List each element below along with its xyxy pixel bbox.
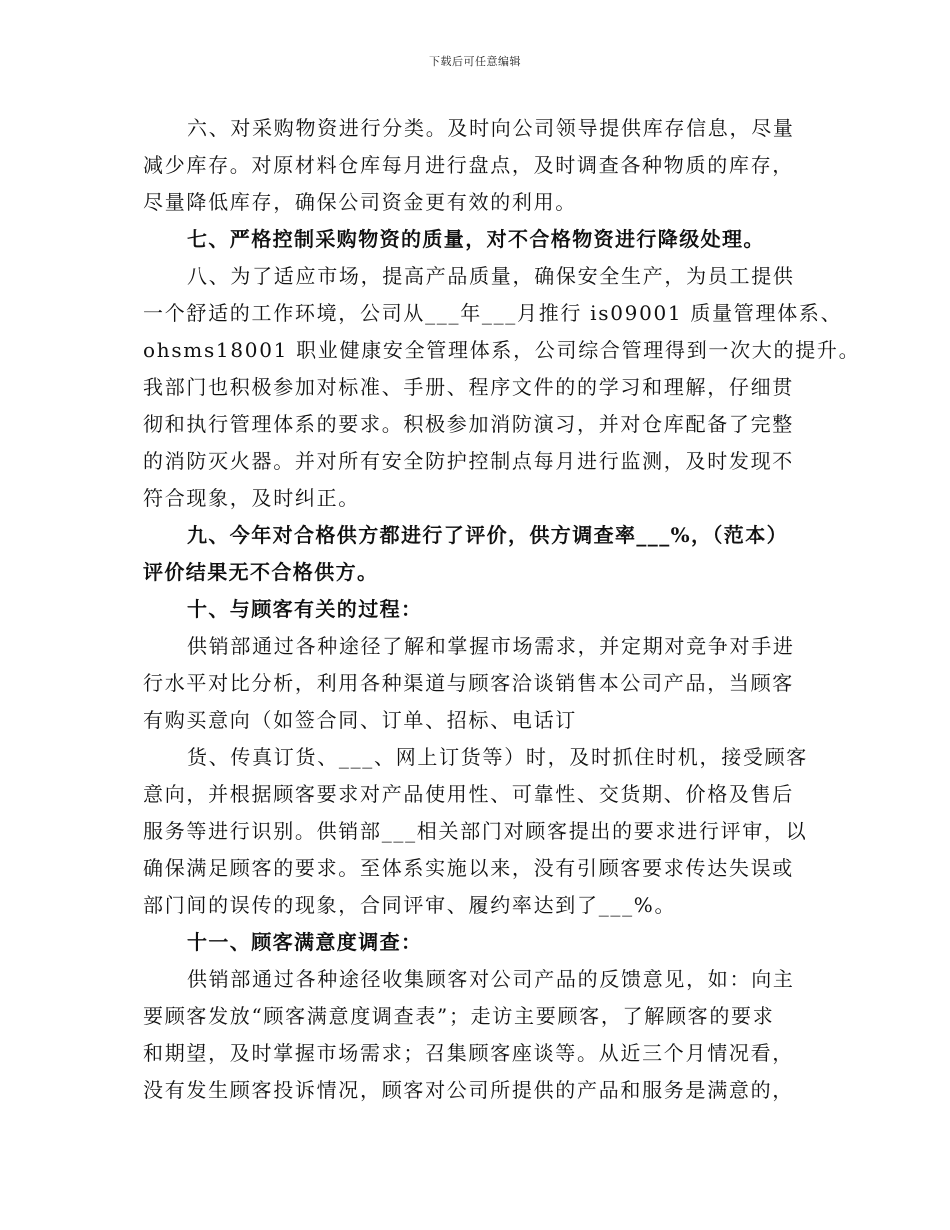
paragraph-10-line-7: 确保满足顾客的要求。至体系实施以来，没有引顾客要求传达失误或 <box>143 856 794 880</box>
paragraph-11-line-1: 供销部通过各种途径收集顾客对公司产品的反馈意见，如：向主 <box>187 967 795 991</box>
paragraph-10-line-6: 服务等进行识别。供销部___相关部门对顾客提出的要求进行评审，以 <box>143 819 808 843</box>
paragraph-6-line-3: 尽量降低库存，确保公司资金更有效的利用。 <box>143 190 577 214</box>
paragraph-6-line-1: 六、对采购物资进行分类。及时向公司领导提供库存信息，尽量 <box>187 116 795 140</box>
paragraph-8-line-4: 我部门也积极参加对标准、手册、程序文件的的学习和理解，仔细贯 <box>143 375 794 399</box>
heading-9-line-2: 评价结果无不合格供方。 <box>143 560 379 584</box>
paragraph-10-line-1: 供销部通过各种途径了解和掌握市场需求，并定期对竞争对手进 <box>187 634 795 658</box>
paragraph-8-line-6: 的消防灭火器。并对所有安全防护控制点每月进行监测，及时发现不 <box>143 449 794 473</box>
paragraph-6-line-2: 减少库存。对原材料仓库每月进行盘点，及时调查各种物质的库存， <box>143 153 794 177</box>
paragraph-8-line-1: 八、为了适应市场，提高产品质量，确保安全生产，为员工提供 <box>187 264 795 288</box>
paragraph-8-line-5: 彻和执行管理体系的要求。积极参加消防演习，并对仓库配备了完整 <box>143 412 794 436</box>
paragraph-8-line-7: 符合现象，及时纠正。 <box>143 486 360 510</box>
paragraph-11-line-4: 没有发生顾客投诉情况，顾客对公司所提供的产品和服务是满意的， <box>143 1078 794 1102</box>
paragraph-10-line-8: 部门间的误传的现象，合同评审、履约率达到了___%。 <box>143 893 677 917</box>
page-header: 下载后可任意编辑 <box>429 55 521 68</box>
heading-9-line-1: 九、今年对合格供方都进行了评价，供方调查率___%，（范本） <box>187 523 789 547</box>
paragraph-10-line-5: 意向，并根据顾客要求对产品使用性、可靠性、交货期、价格及售后 <box>143 782 794 806</box>
paragraph-11-line-2: 要顾客发放“顾客满意度调查表”；走访主要顾客，了解顾客的要求 <box>143 1004 775 1028</box>
paragraph-8-line-3: ohsms18001 职业健康安全管理体系，公司综合管理得到一次大的提升。 <box>143 338 861 362</box>
heading-11: 十一、顾客满意度调查： <box>187 930 423 954</box>
paragraph-8-line-2: 一个舒适的工作环境，公司从___年___月推行 is09001 质量管理体系、 <box>143 301 843 325</box>
document-body <box>143 110 861 1109</box>
paragraph-11-line-3: 和期望，及时掌握市场需求；召集顾客座谈等。从近三个月情况看， <box>143 1041 794 1065</box>
paragraph-10-line-2: 行水平对比分析，利用各种渠道与顾客洽谈销售本公司产品，当顾客 <box>143 671 794 695</box>
heading-10: 十、与顾客有关的过程： <box>187 597 423 621</box>
paragraph-10-line-3: 有购买意向（如签合同、订单、招标、电话订 <box>143 708 577 732</box>
heading-7: 七、严格控制采购物资的质量，对不合格物资进行降级处理。 <box>187 227 765 251</box>
paragraph-10-line-4: 货、传真订货、___、网上订货等）时，及时抓住时机，接受顾客 <box>187 745 808 769</box>
